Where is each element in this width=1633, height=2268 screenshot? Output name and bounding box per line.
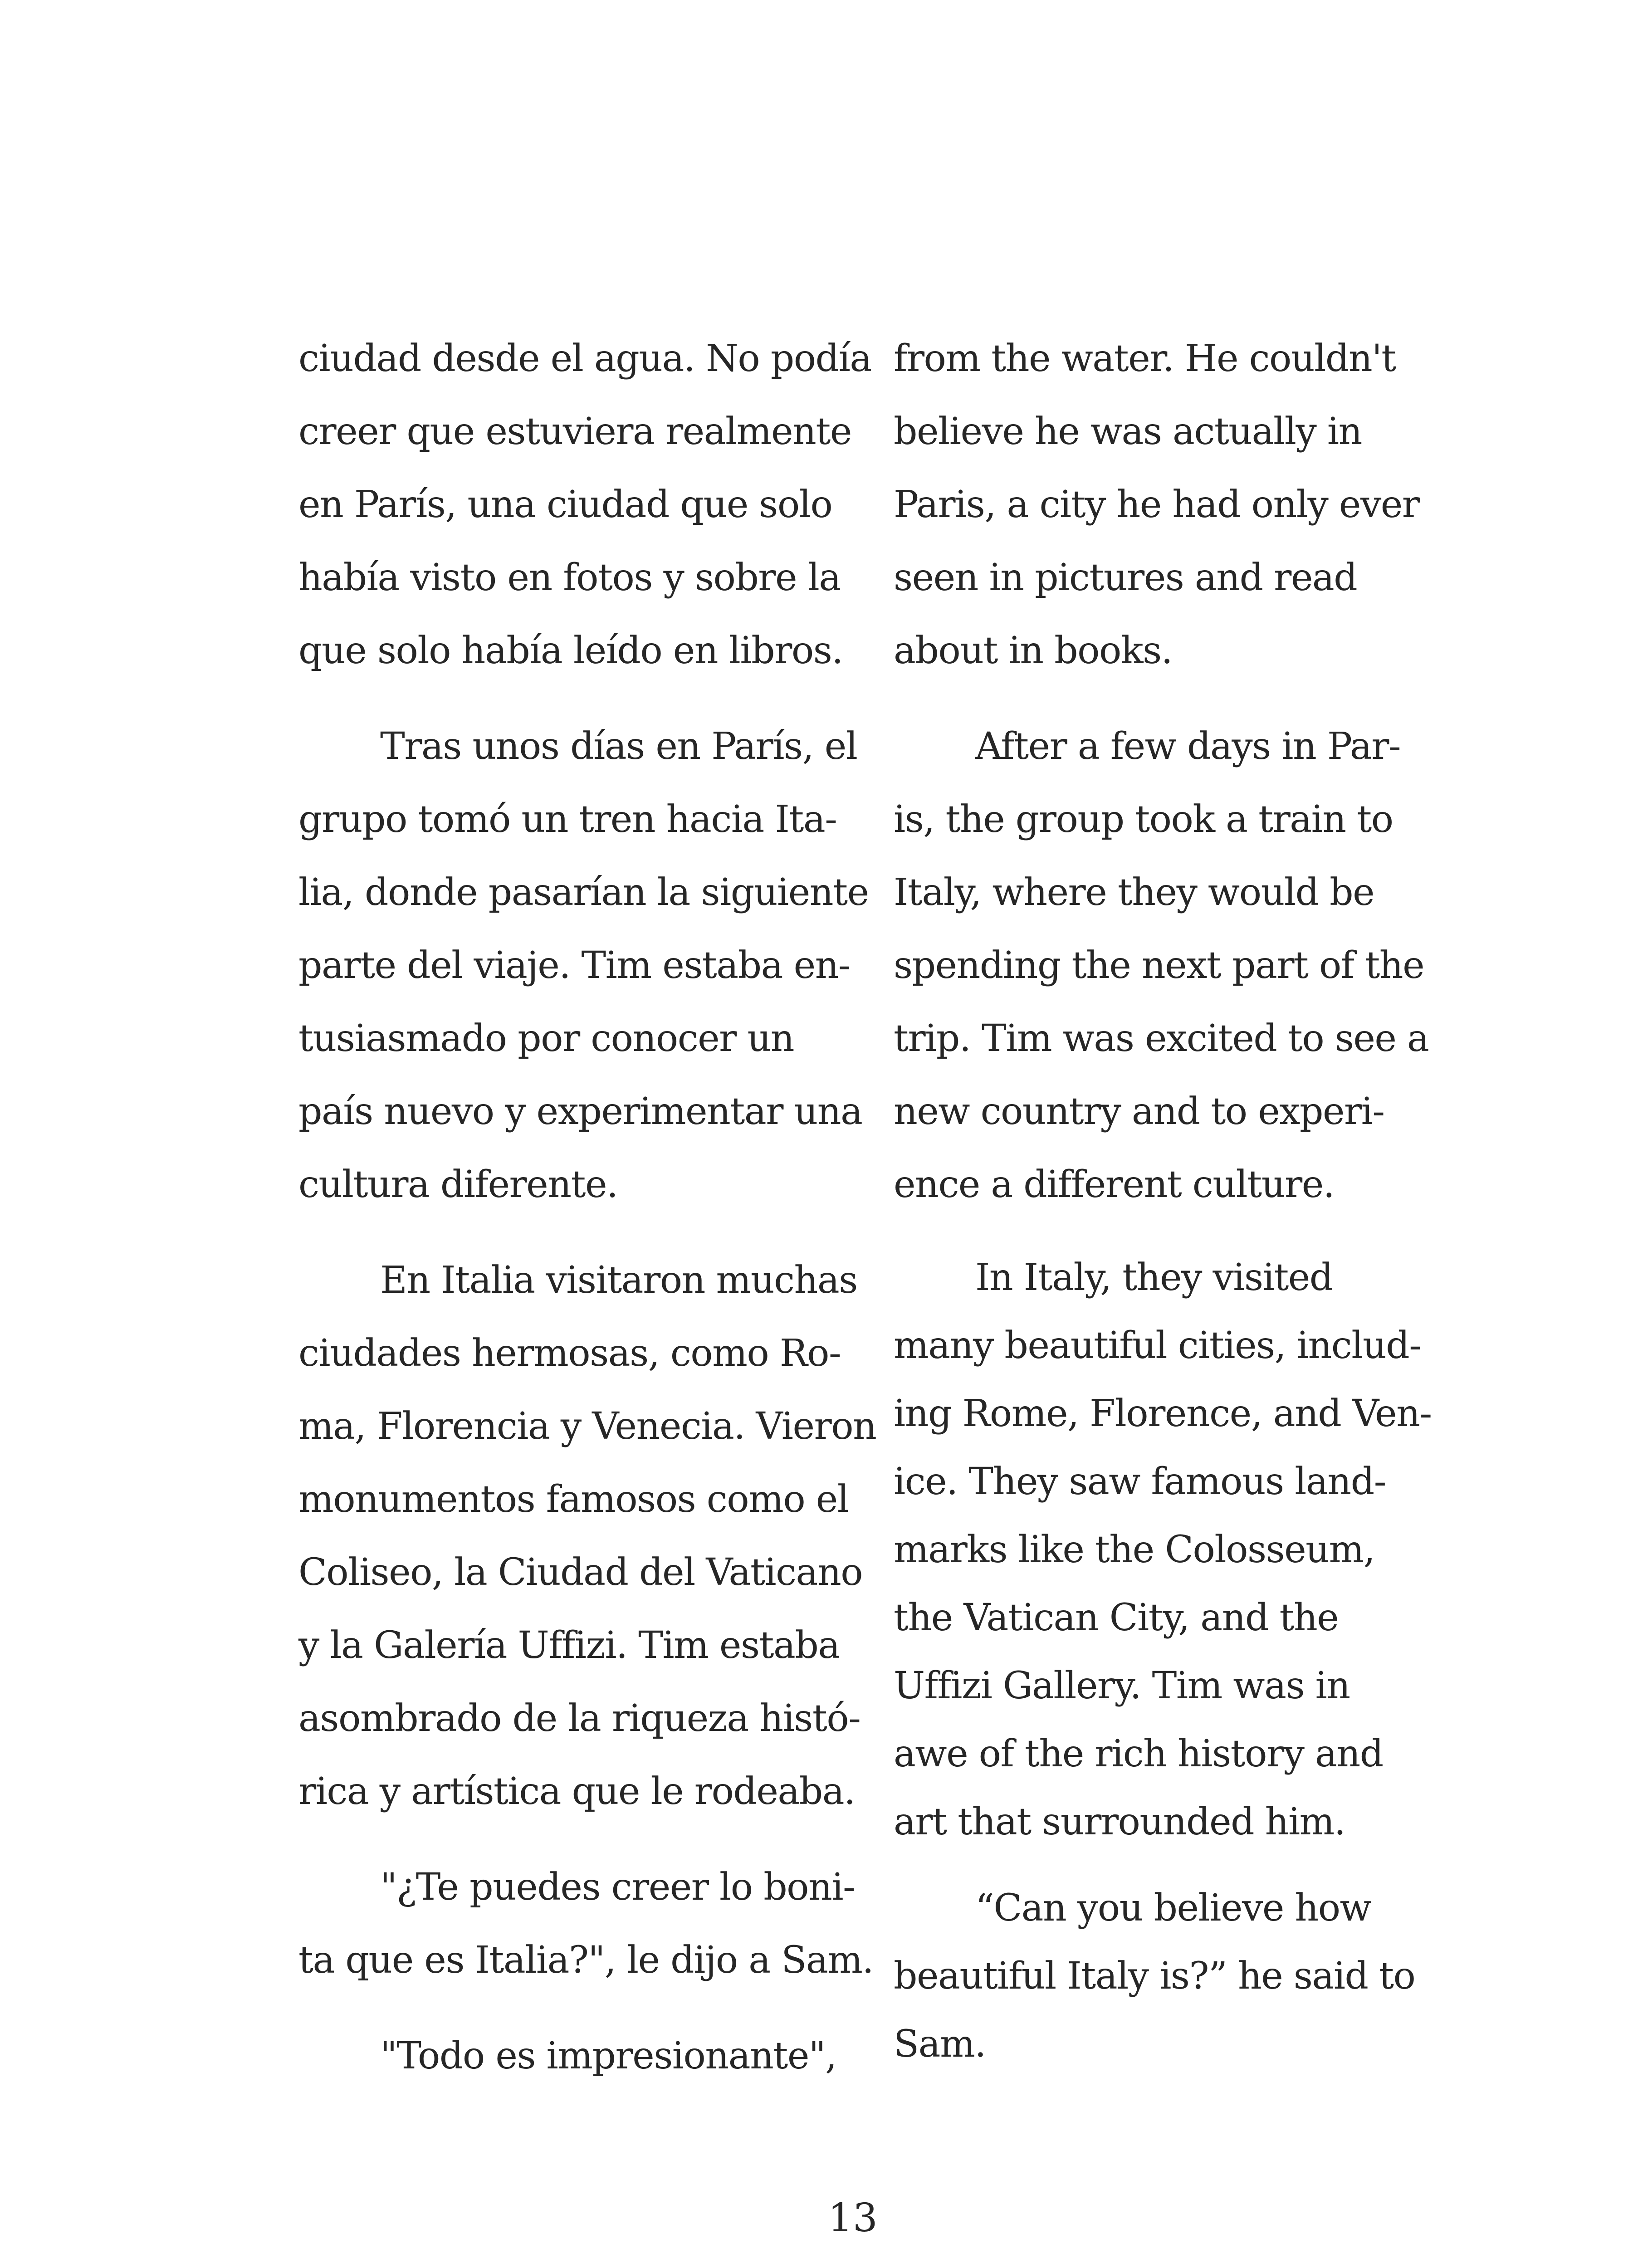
text-line: trip. Tim was excited to see a — [894, 1017, 1429, 1060]
text-line: ma, Florencia y Venecia. Vieron — [298, 1405, 876, 1448]
text-line: In Italy, they visited — [975, 1256, 1333, 1299]
text-line: cultura diferente. — [298, 1163, 618, 1206]
paragraph-gap — [298, 1221, 861, 1244]
text-line: En Italia visitaron muchas — [380, 1259, 857, 1302]
text-line: ence a different culture. — [894, 1163, 1335, 1206]
text-line: ice. They saw famous land- — [894, 1460, 1386, 1503]
text-line: monumentos famosos como el — [298, 1478, 849, 1521]
paragraph-gap — [298, 687, 861, 710]
text-line: new country and to experi- — [894, 1090, 1384, 1133]
paragraph-gap — [894, 687, 1456, 710]
text-line: ta que es Italia?", le dijo a Sam. — [298, 1939, 874, 1982]
text-line: lia, donde pasarían la siguiente — [298, 871, 869, 914]
page-number: 13 — [828, 2195, 878, 2241]
english-text-column — [894, 322, 1456, 2078]
text-line: from the water. He couldn't — [894, 337, 1396, 380]
text-line: awe of the rich history and — [894, 1732, 1383, 1775]
text-line: y la Galería Uffizi. Tim estaba — [298, 1624, 840, 1667]
text-line: ing Rome, Florence, and Ven- — [894, 1392, 1432, 1435]
text-line: marks like the Colosseum, — [894, 1528, 1375, 1571]
paragraph-gap — [298, 1997, 861, 2019]
text-line: Tras unos días en París, el — [380, 725, 857, 768]
text-line: “Can you believe how — [975, 1887, 1371, 1930]
paragraph-gap — [894, 1221, 1456, 1244]
text-line: Coliseo, la Ciudad del Vaticano — [298, 1551, 863, 1594]
text-line: asombrado de la riqueza histó- — [298, 1697, 861, 1740]
text-line: Paris, a city he had only ever — [894, 483, 1419, 526]
text-line: Uffizi Gallery. Tim was in — [894, 1664, 1350, 1707]
text-line: many beautiful cities, includ- — [894, 1324, 1421, 1367]
text-line: creer que estuviera realmente — [298, 410, 851, 453]
text-line: seen in pictures and read — [894, 556, 1357, 599]
text-line: grupo tomó un tren hacia Ita- — [298, 798, 837, 841]
text-line: "¿Te puedes creer lo boni- — [380, 1866, 855, 1909]
bat-icon — [769, 2266, 941, 2268]
text-line: tusiasmado por conocer un — [298, 1017, 794, 1060]
text-line: parte del viaje. Tim estaba en- — [298, 944, 851, 987]
text-line: ciudad desde el agua. No podía — [298, 337, 871, 380]
text-line: is, the group took a train to — [894, 798, 1393, 841]
text-line: believe he was actually in — [894, 410, 1362, 453]
paragraph-gap — [894, 1856, 1456, 1874]
text-line: había visto en fotos y sobre la — [298, 556, 841, 599]
text-line: After a few days in Par- — [975, 725, 1401, 768]
text-line: país nuevo y experimentar una — [298, 1090, 862, 1133]
text-line: que solo había leído en libros. — [298, 629, 843, 672]
text-line: en París, una ciudad que solo — [298, 483, 832, 526]
paragraph-gap — [298, 1828, 861, 1851]
text-line: "Todo es impresionante", — [380, 2034, 836, 2077]
text-line: the Vatican City, and the — [894, 1596, 1339, 1639]
text-line: art that surrounded him. — [894, 1800, 1345, 1843]
text-line: about in books. — [894, 629, 1173, 672]
text-line: rica y artística que le rodeaba. — [298, 1770, 855, 1813]
text-line: spending the next part of the — [894, 944, 1424, 987]
text-line: ciudades hermosas, como Ro- — [298, 1332, 841, 1375]
text-line: Sam. — [894, 2023, 986, 2066]
text-line: beautiful Italy is?” he said to — [894, 1955, 1415, 1998]
spanish-text-column — [298, 322, 876, 2092]
text-line: Italy, where they would be — [894, 871, 1374, 914]
